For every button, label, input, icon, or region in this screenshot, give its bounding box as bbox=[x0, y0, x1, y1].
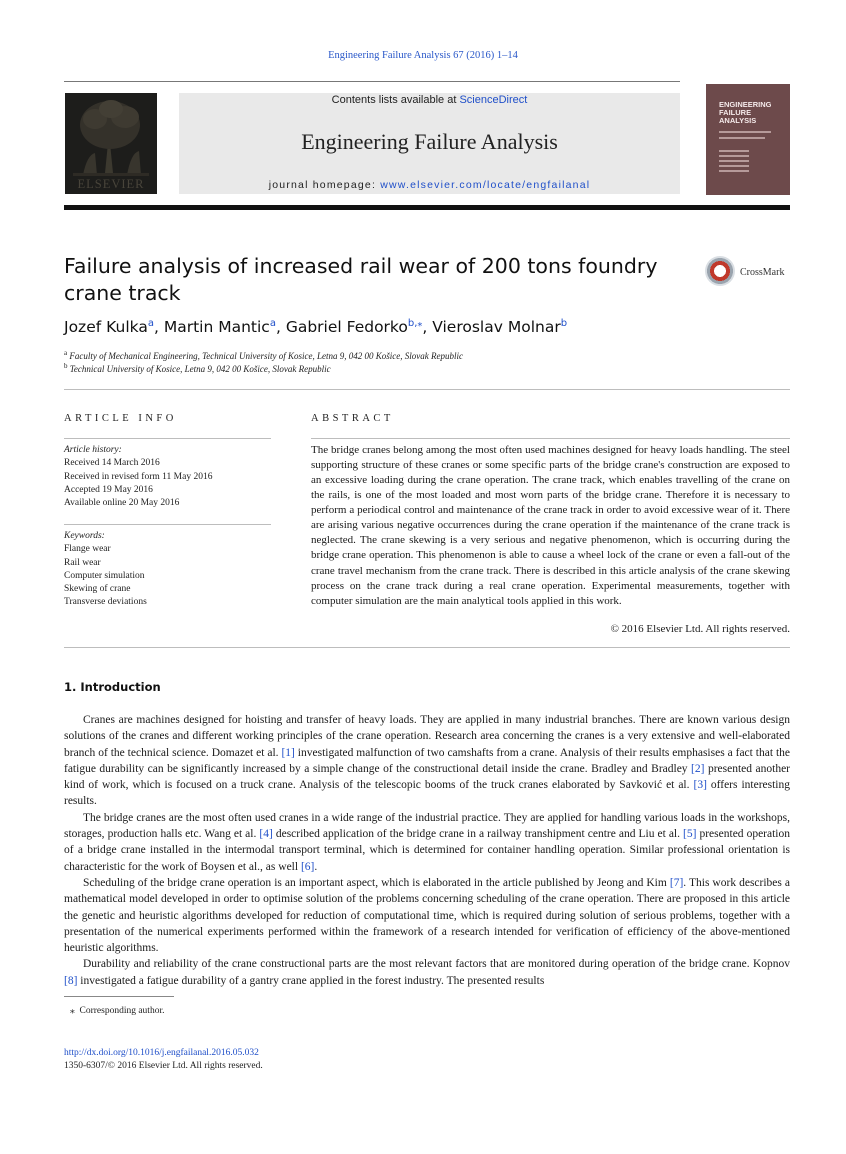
paragraph: Durability and reliability of the crane constructional parts are the most relevant factors that are monitored during operation of the bridge crane. Kopnov [8] investigated a fatigue durability of a gantry crane applied in the forest industry. The presented results bbox=[64, 958, 790, 987]
author[interactable]: Martin Mantic$^a$ bbox=[163, 318, 276, 337]
paragraph: The bridge cranes are the most often used cranes in a wide range of the industrial practice. They are applied for handling various loads in the workshops, storages, production halls etc. Wang et al. [4] described application of the bridge crane in a railway transhipment centre and Liu et al. [5] presented operation of a bridge crane installed in the intermodal transport terminal, which is determined for container handling operation. Similar professional orientation is characteristic for the work of Boysen et al., as well [6]. bbox=[64, 811, 790, 873]
journal-cover bbox=[706, 84, 790, 195]
cover-title: ENGINEERING FAILURE ANALYSIS bbox=[719, 100, 772, 125]
crossmark-badge[interactable] bbox=[705, 256, 795, 290]
author[interactable]: Gabriel Fedorko$^{b,⁎}$ bbox=[285, 318, 423, 337]
issn-copyright: 1350-6307/© 2016 Elsevier Ltd. All rights reserved. bbox=[64, 1061, 263, 1071]
section-divider bbox=[64, 647, 790, 648]
author[interactable]: Vieroslav Molnar$^b$ bbox=[432, 318, 568, 337]
footnote-divider bbox=[64, 996, 174, 997]
contents-line: Contents lists available at ScienceDirect bbox=[331, 94, 528, 106]
article-info-heading: ARTICLE INFO bbox=[64, 413, 177, 424]
elsevier-tree-icon bbox=[65, 93, 157, 179]
footnote: ⁎ Corresponding author. bbox=[70, 1006, 165, 1016]
article-title: Failure analysis of increased rail wear of 200 tons foundry crane track bbox=[64, 254, 658, 305]
crossmark-icon bbox=[705, 256, 735, 286]
citation-link[interactable]: [7] bbox=[669, 876, 684, 889]
paragraph: Scheduling of the bridge crane operation is an important aspect, which is elaborated in the article published by Jeong and Kim [7]. This work describes a mathematical model developed in order to optimise solution of the problems concerning scheduling of the crane operation. There are proposed in this article the genetic and heuristic algorithms developed for reduction of computational time, which is required during solution of serious problems, together with a presentation of the numerical experiments performed within the framework of a research intended for verification of efficiency of the above-mentioned heuristic algorithms. bbox=[64, 876, 791, 955]
keywords: Keywords: Flange wear Rail wear Computer simulation Skewing of crane Transverse deviations bbox=[64, 531, 147, 608]
elsevier-logo bbox=[65, 93, 157, 194]
citation-link[interactable]: [3] bbox=[693, 779, 707, 792]
citation-link[interactable]: [2] bbox=[691, 762, 705, 775]
cover-rule bbox=[719, 160, 749, 162]
sciencedirect-link[interactable]: ScienceDirect bbox=[459, 94, 528, 106]
abstract-text: The bridge cranes belong among the most often used machines designed for heavy loads handling. The steel supporting structure of these cranes or some specific parts of the bridge crane's construction are exposed to an excessive loading during the crane operation. The crane track, which enables travelling of the crane on the rails, is one of the most loaded and most worn parts of the bridge crane. Therefore it is necessary to perform a periodical control and maintenance of the crane track in order to avoid excessive wear of it. There are arising various negative occurrences during the crane operation if the maintenance of the crane track is neglected. The crane skewing is a very serious and negative phenomenon, which is occurring during the bridge crane operation. This phenomenon is able to cause a wheel lock of the crane or even a fall-out of the crane travel mechanism from the crane track. There is described in this article analysis of the crane skewing process on the crane track during a real crane operation. Experimental measurements, together with computer simulation are the main analytical tools applied in this work. bbox=[311, 444, 790, 607]
divider bbox=[311, 438, 790, 439]
divider bbox=[64, 524, 271, 525]
journal-reference[interactable]: Engineering Failure Analysis 67 (2016) 1–14 bbox=[328, 50, 518, 61]
elsevier-wordmark: ELSEVIER bbox=[77, 177, 145, 191]
paragraph: Cranes are machines designed for hoisting and transfer of heavy loads. They are applied in many industrial branches. There are known various design solutions of the cranes and different working principles of the crane operation. Research area concerning the cranes is a very extensive and well-elaborated branch of the technical science. Domazet et al. [1] investigated malfunction of two camshafts from a crane. Analysis of their results emphasises a fact that the fatigue durability can be significantly increased by a simple change of the constructional detail inside the crane. Bradley and Bradley [2] presented another kind of work, which is focused on a truck crane. Analysis of the telescopic booms of the truck cranes elaborated by Savković et al. [3] offers interesting results. bbox=[64, 714, 790, 808]
divider bbox=[64, 438, 271, 439]
journal-masthead bbox=[179, 93, 680, 194]
cover-rule bbox=[719, 137, 765, 139]
cover-rule bbox=[719, 165, 749, 167]
affiliation: $^a$ Faculty of Mechanical Engineering, Technical University of Kosice, Letna 9, 042 00 Košice, Slovak Republic bbox=[64, 349, 463, 361]
citation-link[interactable]: [6] bbox=[300, 860, 315, 873]
cover-rule bbox=[719, 170, 749, 172]
citation-link[interactable]: [4] bbox=[259, 828, 273, 841]
introduction-body bbox=[64, 712, 790, 989]
citation-link[interactable]: [8] bbox=[64, 974, 78, 987]
homepage-link[interactable]: www.elsevier.com/locate/engfailanal bbox=[380, 179, 591, 191]
header-divider bbox=[64, 81, 680, 82]
author[interactable]: Jozef Kulka$^a$ bbox=[64, 318, 154, 337]
section-divider bbox=[64, 389, 790, 390]
introduction-heading: 1. Introduction bbox=[64, 680, 161, 694]
cover-rule bbox=[719, 150, 749, 152]
cover-rule bbox=[719, 155, 749, 157]
abstract-heading: ABSTRACT bbox=[311, 413, 394, 424]
homepage-line: journal homepage: www.elsevier.com/locate/engfailanal bbox=[268, 179, 591, 191]
cover-rule bbox=[719, 131, 771, 133]
header-thick-rule bbox=[64, 205, 790, 210]
citation-link[interactable]: [5] bbox=[683, 828, 697, 841]
affiliation: $^b$ Technical University of Kosice, Letna 9, 042 00 Košice, Slovak Republic bbox=[64, 362, 331, 374]
article-history: Article history: Received 14 March 2016 Received in revised form 11 May 2016 Accepted 19 May 2016 Available online 20 May 2016 bbox=[64, 445, 213, 509]
citation-link[interactable]: [1] bbox=[281, 746, 295, 759]
abstract-copyright: © 2016 Elsevier Ltd. All rights reserved. bbox=[610, 623, 790, 635]
doi-link[interactable]: http://dx.doi.org/10.1016/j.engfailanal.2016.05.032 bbox=[64, 1048, 259, 1058]
journal-title: Engineering Failure Analysis bbox=[301, 129, 558, 154]
crossmark-label: CrossMark bbox=[740, 267, 785, 278]
author-list: Jozef Kulka$^a$, Martin Mantic$^a$, Gabriel Fedorko$^{b,⁎}$, Vieroslav Molnar$^b$ bbox=[64, 318, 568, 337]
